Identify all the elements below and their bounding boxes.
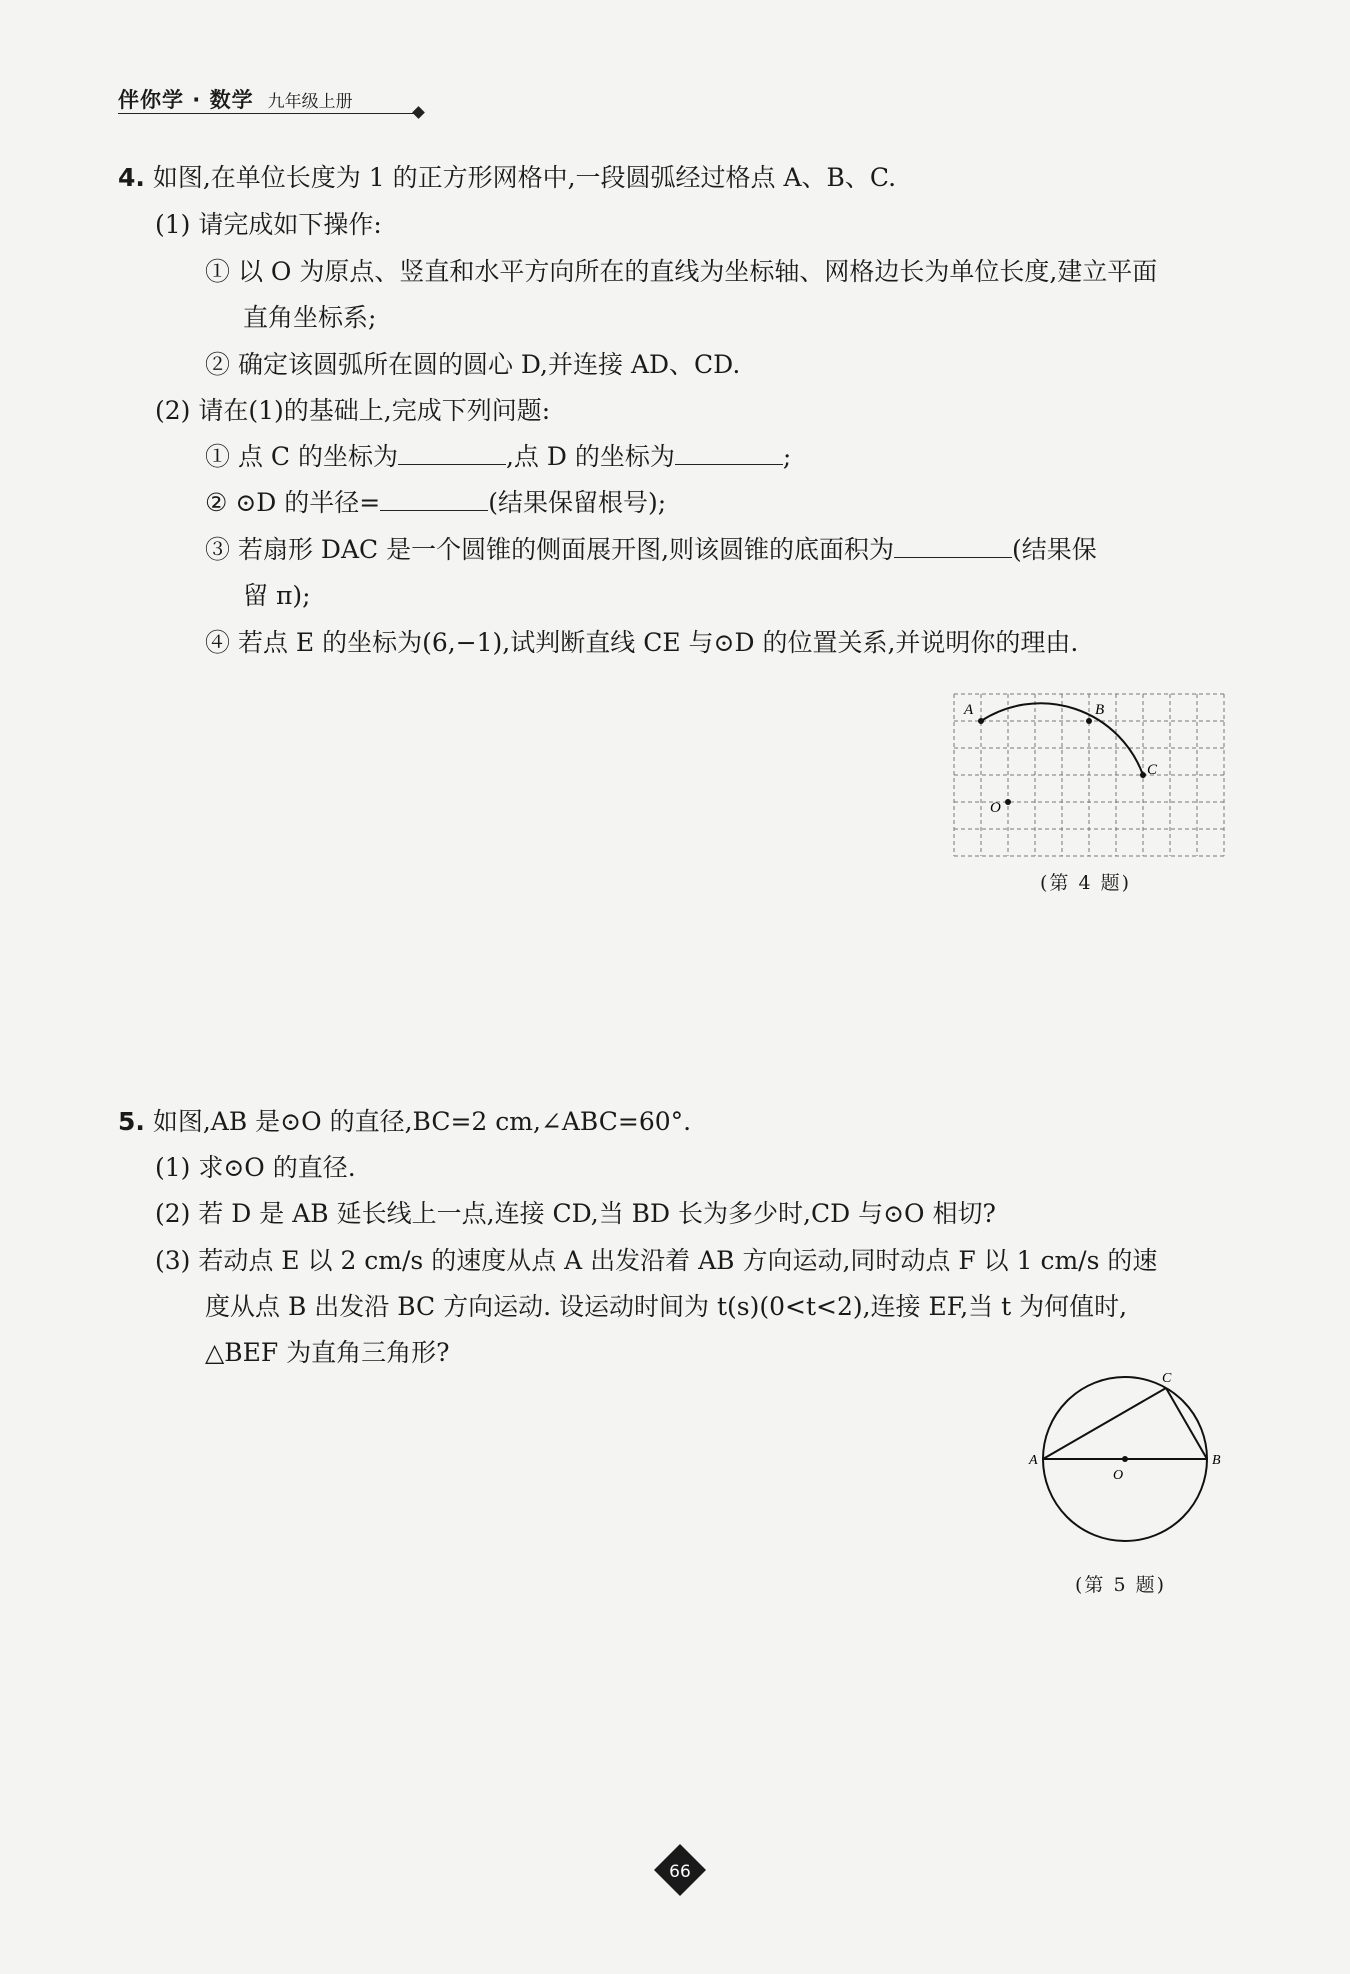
answer-blank (894, 535, 1012, 558)
book-grade: 九年级上册 (267, 92, 353, 112)
q5-stem-text: 如图,AB 是⊙O 的直径,BC=2 cm,∠ABC=60°. (152, 1107, 692, 1136)
q4-part2-item2 (205, 487, 666, 519)
q4-part2-item4: ④ 若点 E 的坐标为(6,−1),试判断直线 CE 与⊙D 的位置关系,并说明你的理由. (205, 628, 1079, 657)
label-o: O (1113, 1468, 1124, 1483)
q5-part3-line3: △BEF 为直角三角形? (205, 1338, 450, 1367)
q5-stem (118, 1106, 691, 1138)
q5-part3-line2: 度从点 B 出发沿 BC 方向运动. 设运动时间为 t(s)(0<t<2),连接 EF,当 t 为何值时, (205, 1292, 1128, 1321)
q4-item1-text-c: ; (782, 442, 792, 471)
label-c: C (1162, 1371, 1172, 1386)
page-number-badge (652, 1842, 708, 1898)
q5-caption: (第 5 题) (1075, 1574, 1166, 1596)
book-brand: 伴你学 · 数学 (118, 88, 254, 112)
answer-blank (398, 442, 506, 465)
q4-part1-item2: ② 确定该圆弧所在圆的圆心 D,并连接 AD、CD. (205, 350, 741, 379)
answer-blank (675, 442, 783, 465)
q4-item1-text-b: ,点 D 的坐标为 (505, 442, 675, 471)
chord-ac (1043, 1388, 1166, 1459)
q5-number: 5. (118, 1107, 145, 1136)
q5-part3-line1: (3) 若动点 E 以 2 cm/s 的速度从点 A 出发沿着 AB 方向运动,同时动点 F 以 1 cm/s 的速 (155, 1246, 1158, 1275)
q4-grid-figure (950, 690, 1230, 870)
center-o (1122, 1456, 1128, 1462)
chord-bc (1166, 1388, 1207, 1459)
q4-number: 4. (118, 163, 145, 192)
header-rule (118, 113, 420, 114)
q4-item2-text-b: (结果保留根号); (488, 488, 667, 517)
point-a (978, 718, 984, 724)
point-o (1005, 799, 1011, 805)
q5-part1: (1) 求⊙O 的直径. (155, 1153, 356, 1182)
label-o: O (990, 800, 1001, 816)
q4-part2-item3-line2: 留 π); (243, 581, 311, 610)
q4-part1-item1-line2: 直角坐标系; (243, 303, 377, 332)
header-diamond-icon (412, 106, 425, 119)
answer-blank (380, 488, 488, 511)
q4-item3-text-b: (结果保 (1012, 535, 1097, 564)
label-b: B (1095, 702, 1105, 718)
label-a: A (964, 702, 974, 718)
q4-stem (118, 162, 896, 194)
q4-part2-item3 (205, 534, 1097, 566)
page-number: 66 (669, 1862, 691, 1882)
q4-stem-text: 如图,在单位长度为 1 的正方形网格中,一段圆弧经过格点 A、B、C. (152, 163, 897, 192)
q4-caption: (第 4 题) (1040, 872, 1131, 894)
point-b (1086, 718, 1092, 724)
q4-item1-text-a: ① 点 C 的坐标为 (205, 442, 398, 471)
q4-item2-text-a: ② ⊙D 的半径= (205, 488, 381, 517)
point-c (1140, 772, 1146, 778)
label-a: A (1029, 1453, 1038, 1468)
q5-part2: (2) 若 D 是 AB 延长线上一点,连接 CD,当 BD 长为多少时,CD 与⊙O 相切? (155, 1199, 996, 1228)
q4-part1-label: (1) 请完成如下操作: (155, 210, 382, 239)
q4-part1-item1-line1: ① 以 O 为原点、竖直和水平方向所在的直线为坐标轴、网格边长为单位长度,建立平面 (205, 257, 1158, 286)
q4-part2-item1 (205, 441, 791, 473)
q5-circle-figure (1020, 1370, 1230, 1550)
q4-part2-label: (2) 请在(1)的基础上,完成下列问题: (155, 396, 551, 425)
label-b: B (1212, 1453, 1221, 1468)
label-c: C (1147, 762, 1158, 778)
q4-item3-text-a: ③ 若扇形 DAC 是一个圆锥的侧面展开图,则该圆锥的底面积为 (205, 535, 895, 564)
